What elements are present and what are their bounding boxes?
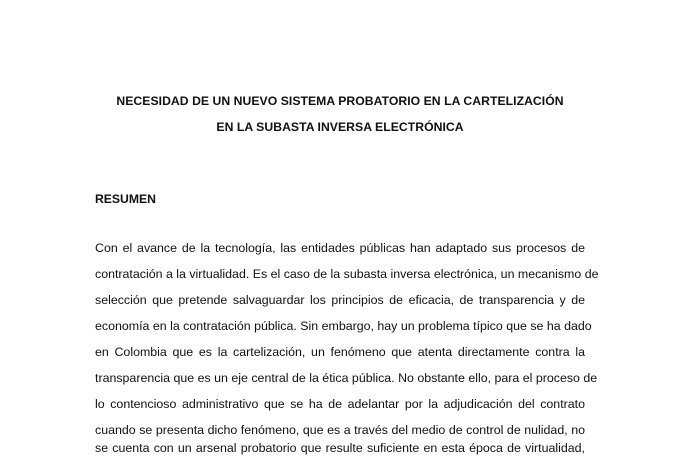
body-line: lo contencioso administrativo que se ha de adelantar por la adjudicación del contrato xyxy=(95,397,585,411)
section-heading-resumen: RESUMEN xyxy=(95,192,156,206)
body-line: cuando se presenta dicho fenómeno, que es a través del medio de control de nulidad, no xyxy=(95,423,585,437)
document-title-line-2: EN LA SUBASTA INVERSA ELECTRÓNICA xyxy=(216,120,464,134)
body-line: en Colombia que es la cartelización, un fenómeno que atenta directamente contra la xyxy=(95,345,585,359)
body-line: transparencia que es un eje central de la ética pública. No obstante ello, para el proceso de xyxy=(95,371,598,385)
body-line: se cuenta con un arsenal probatorio que resulte suficiente en esta época de virtualidad, xyxy=(95,441,585,455)
document-title-line-1: NECESIDAD DE UN NUEVO SISTEMA PROBATORIO EN LA CARTELIZACIÓN xyxy=(116,94,564,108)
body-line: economía en la contratación pública. Sin embargo, hay un problema típico que se ha dado xyxy=(95,319,592,333)
body-line: selección que pretende salvaguardar los principios de eficacia, de transparencia y de xyxy=(95,293,585,307)
body-line: contratación a la virtualidad. Es el caso de la subasta inversa electrónica, un mecanismo de xyxy=(95,267,599,281)
body-line: Con el avance de la tecnología, las entidades públicas han adaptado sus procesos de xyxy=(95,241,585,255)
